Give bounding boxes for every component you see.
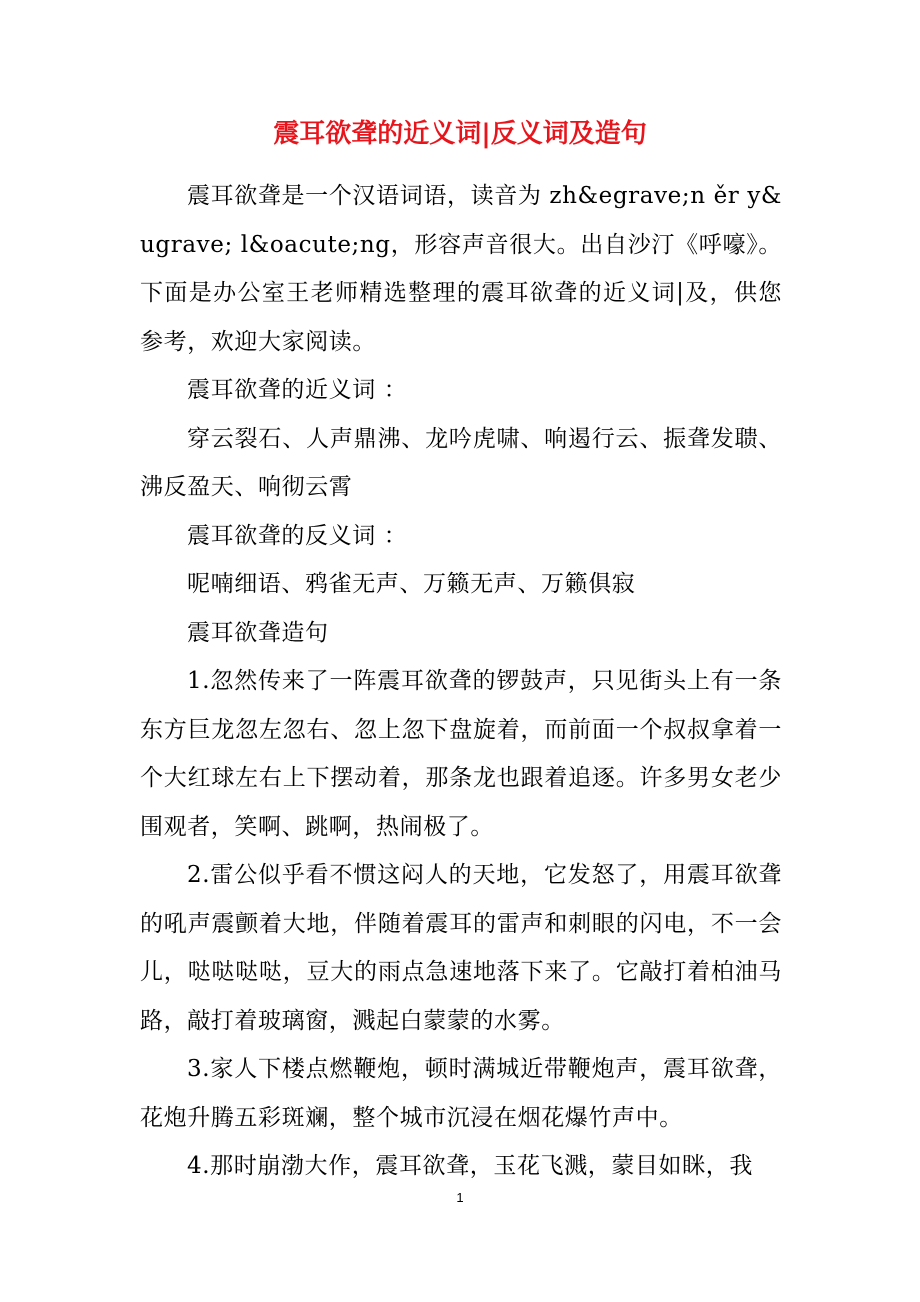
antonyms-list: 呢喃细语、鸦雀无声、万籁无声、万籁俱寂 bbox=[187, 571, 636, 597]
synonyms-list: 穿云裂石、人声鼎沸、龙吟虎啸、响遏行云、振聋发聩、沸反盈天、响彻云霄 bbox=[140, 425, 782, 500]
document-body bbox=[140, 172, 782, 1191]
intro-paragraph: 震耳欲聋是一个汉语词语，读音为 zh&egrave;n ěr y&ugrave; l&oacute;ng，形容声音很大。出自沙汀《呼嚎》。下面是办公室王老师精选整理的震耳欲聋的近义词|及，供您参考，欢迎大家阅读。 bbox=[140, 183, 782, 355]
example-sentence-4: 4.那时崩渤大作，震耳欲聋，玉花飞溅，蒙目如眯，我 bbox=[187, 1153, 753, 1179]
page-number: 1 bbox=[456, 1190, 464, 1205]
synonyms-heading: 震耳欲聋的近义词 ： bbox=[187, 377, 408, 403]
sentences-heading: 震耳欲聋造句 bbox=[187, 619, 329, 646]
example-sentence-2: 2.雷公似乎看不惯这闷人的天地，它发怒了，用震耳欲聋的吼声震颤着大地，伴随着震耳的雷声和刺眼的闪电，不一会儿，哒哒哒哒，豆大的雨点急速地落下来了。它敲打着柏油马路，敲打着玻璃窗，溅起白蒙蒙的水雾。 bbox=[140, 862, 782, 1034]
example-sentence-3: 3.家人下楼点燃鞭炮，顿时满城近带鞭炮声，震耳欲聋，花炮升腾五彩斑斓，整个城市沉浸在烟花爆竹声中。 bbox=[140, 1056, 782, 1131]
document-title: 震耳欲聋的近义词|反义词及造句 bbox=[273, 119, 647, 149]
example-sentence-1: 1.忽然传来了一阵震耳欲聋的锣鼓声，只见街头上有一条东方巨龙忽左忽右、忽上忽下盘旋着，而前面一个叔叔拿着一个大红球左右上下摆动着，那条龙也跟着追逐。许多男女老少围观者，笑啊、跳啊，热闹极了。 bbox=[140, 668, 782, 840]
antonyms-heading: 震耳欲聋的反义词 ： bbox=[187, 522, 408, 549]
